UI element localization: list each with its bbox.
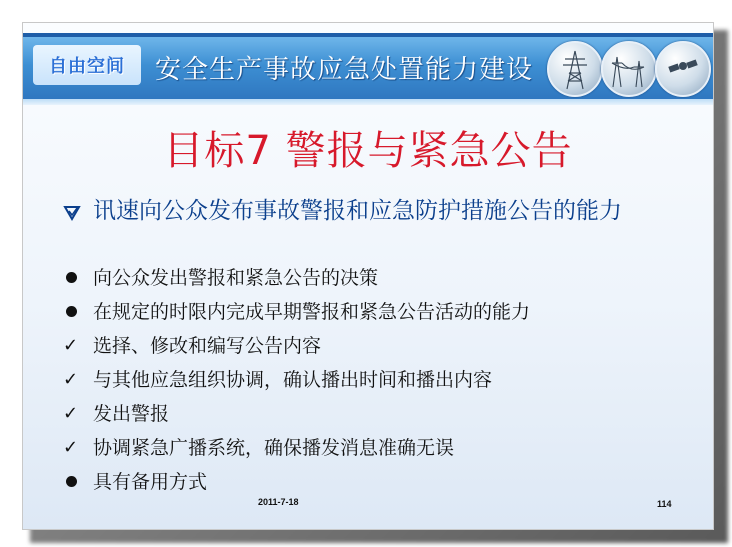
list-item-text: 与其他应急组织协调，确认播出时间和播出内容 (93, 369, 493, 391)
bullet-dot-icon (63, 465, 83, 499)
list-item (63, 295, 693, 329)
slide-header (23, 23, 713, 109)
bullet-dot-icon (63, 295, 83, 329)
power-lines-icon (601, 41, 657, 97)
main-point-text: 讯速向公众发布事故警报和应急防护措施公告的能力 (93, 198, 622, 224)
logo (33, 45, 141, 85)
list-item (63, 431, 693, 465)
list-item (63, 465, 693, 499)
main-point (63, 195, 693, 227)
list-item (63, 329, 693, 363)
list-item-text: 发出警报 (93, 403, 170, 425)
list-item-text: 具有备用方式 (93, 471, 208, 493)
checkmark-icon: ✓ (63, 437, 79, 458)
satellite-icon (655, 41, 711, 97)
header-bottom-line (23, 99, 713, 105)
slide-title: 目标7 警报与紧急公告 (163, 128, 573, 174)
list-item (63, 261, 693, 295)
bullet-dot-icon (63, 261, 83, 295)
checkmark-icon: ✓ (63, 403, 79, 424)
footer-date: 2011-7-18 (258, 497, 299, 507)
page-number: 114 (657, 499, 672, 509)
checkmark-icon: ✓ (63, 369, 79, 390)
list-item-text: 协调紧急广播系统，确保播发消息准确无误 (93, 437, 455, 459)
checkmark-icon: ✓ (63, 335, 79, 356)
list-item-text: 选择、修改和编写公告内容 (93, 335, 322, 357)
arrow-check-icon (63, 195, 81, 227)
list-item (63, 397, 693, 431)
list-item-text: 在规定的时限内完成早期警报和紧急公告活动的能力 (93, 301, 531, 323)
bullet-list (63, 261, 693, 499)
list-item (63, 363, 693, 397)
logo-text: 自由空间 (49, 56, 125, 77)
list-item-text: 向公众发出警报和紧急公告的决策 (93, 267, 379, 289)
header-title: 安全生产事故应急处置能力建设 (155, 55, 534, 85)
power-tower-icon (547, 41, 603, 97)
slide (22, 22, 714, 530)
